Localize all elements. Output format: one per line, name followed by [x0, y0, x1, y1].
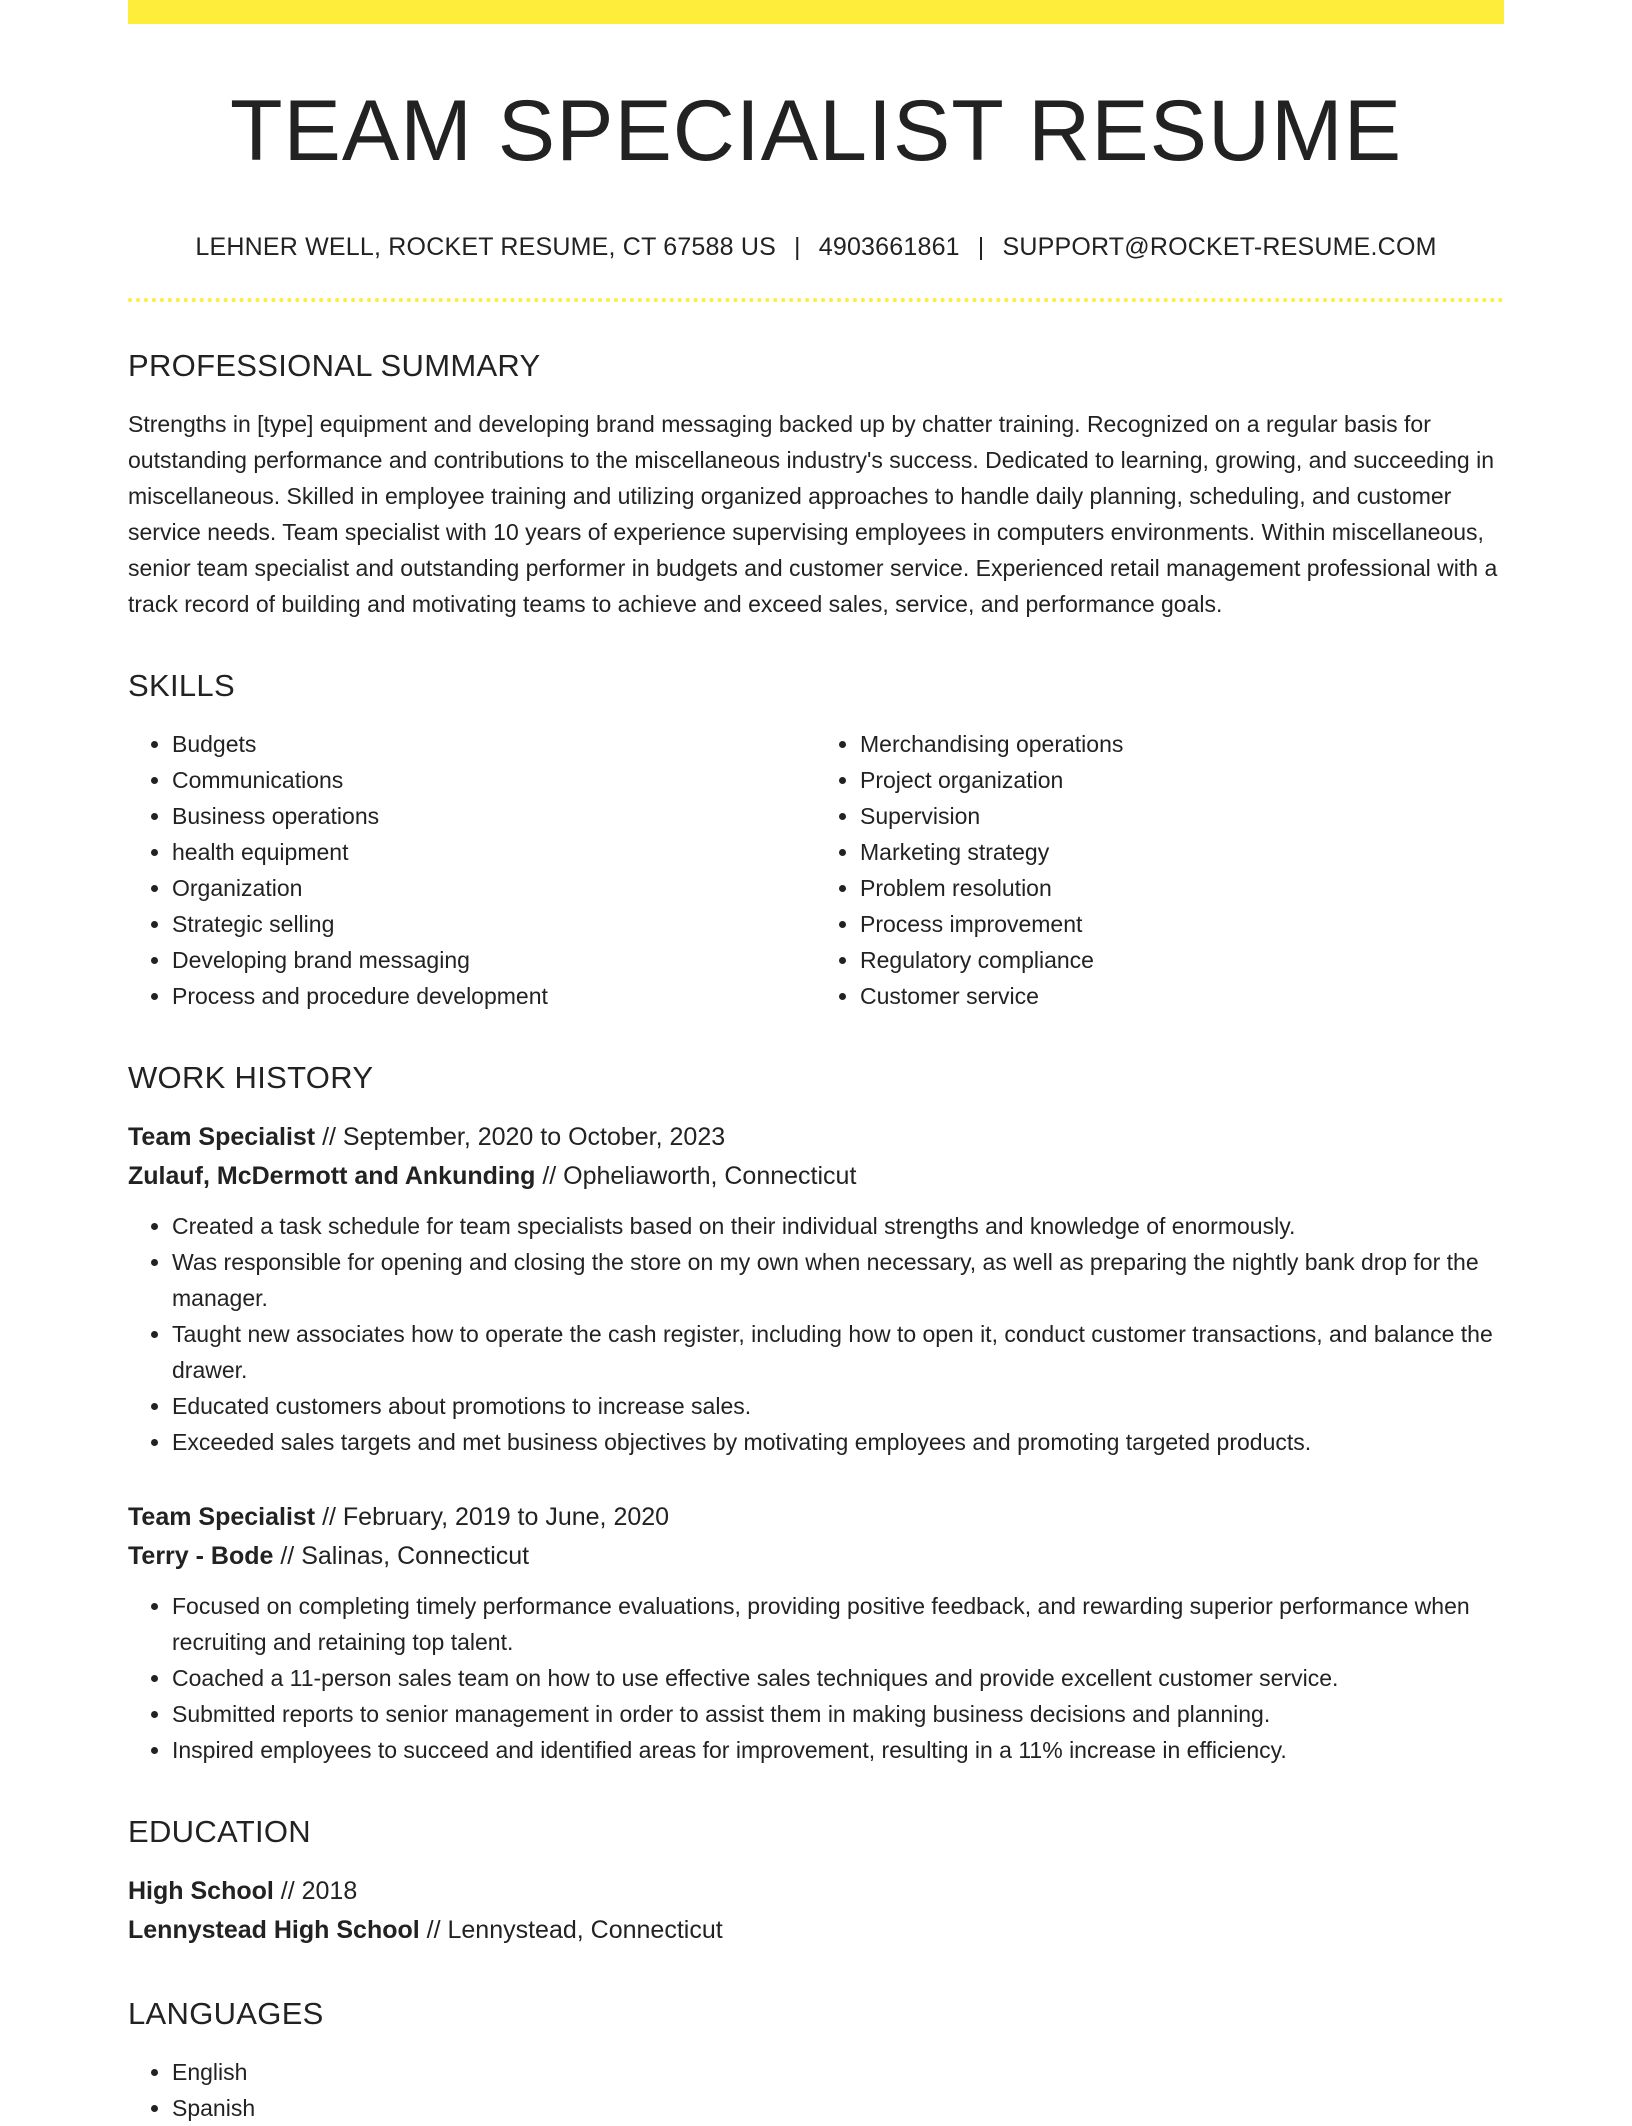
summary-text: Strengths in [type] equipment and developing brand messaging backed up by chatter training. Recognized on a regular basis for outstanding performance and contributions to the miscellaneous industry's success. Dedicated to learning, growing, and succeeding in miscellaneous. Skilled in employee training and utilizing organized approaches to handle daily planning, scheduling, and customer service needs. Team specialist with 10 years of experience supervising employees in computers environments. Within miscellaneous, senior team specialist and outstanding performer in budgets and customer service. Experienced retail management professional with a track record of building and motivating teams to achieve and exceed sales, service, and performance goals. — [128, 410, 1498, 617]
education-school-line — [128, 1911, 1504, 1950]
job-location: // Opheliaworth, Connecticut — [535, 1161, 857, 1190]
skill-item: • Merchandising operations — [860, 726, 1504, 762]
skills-columns — [128, 726, 1504, 1014]
resume-page — [128, 0, 1504, 2126]
job-role: Team Specialist — [128, 1122, 316, 1151]
languages-section — [128, 1996, 1504, 2126]
job-bullet: • Was responsible for opening and closing the store on my own when necessary, as well as preparing the nightly bank drop for the manager. — [172, 1244, 1504, 1316]
job-title-line — [128, 1118, 1504, 1157]
job-entry — [128, 1498, 1504, 1768]
skills-list-right — [816, 726, 1504, 1014]
work-history-section — [128, 1060, 1504, 1768]
languages-list — [128, 2054, 1504, 2126]
skill-item: • Process improvement — [860, 906, 1504, 942]
contact-separator: | — [794, 232, 801, 261]
skills-heading: SKILLS — [128, 667, 235, 703]
job-bullet: • Educated customers about promotions to increase sales. — [172, 1388, 1504, 1424]
skills-section — [128, 668, 1504, 1014]
skills-list-left — [128, 726, 816, 1014]
resume-title: TEAM SPECIALIST RESUME — [229, 83, 1403, 179]
skill-item: • Strategic selling — [172, 906, 816, 942]
education-degree: High School — [128, 1876, 274, 1905]
skill-item: • Business operations — [172, 798, 816, 834]
education-heading: EDUCATION — [128, 1813, 311, 1849]
skill-item: • Project organization — [860, 762, 1504, 798]
contact-separator: | — [977, 232, 985, 261]
summary-heading: PROFESSIONAL SUMMARY — [128, 347, 541, 383]
job-bullet: • Created a task schedule for team specialists based on their individual strengths and knowledge of enormously. — [172, 1208, 1504, 1244]
education-section — [128, 1814, 1504, 1950]
contact-address: LEHNER WELL, ROCKET RESUME, CT 67588 US — [195, 232, 777, 261]
contact-phone: 4903661861 — [818, 232, 960, 261]
job-company-line — [128, 1537, 1504, 1576]
summary-section — [128, 348, 1504, 622]
job-title-line — [128, 1498, 1504, 1537]
skill-item: • Process and procedure development — [172, 978, 816, 1014]
contact-line — [128, 233, 1504, 262]
job-bullet: • Focused on completing timely performance evaluations, providing positive feedback, and rewarding superior performance when recruiting and retaining top talent. — [172, 1588, 1504, 1660]
job-location: // Salinas, Connecticut — [273, 1541, 530, 1570]
job-role: Team Specialist — [128, 1502, 316, 1531]
dotted-divider — [128, 298, 1504, 302]
contact-email: SUPPORT@ROCKET-RESUME.COM — [1002, 232, 1437, 261]
skill-item: • Supervision — [860, 798, 1504, 834]
job-company: Zulauf, McDermott and Ankunding — [128, 1161, 536, 1190]
job-bullets — [128, 1208, 1504, 1460]
job-bullet: • Taught new associates how to operate the cash register, including how to open it, conduct customer transactions, and balance the drawer. — [172, 1316, 1504, 1388]
skill-item: • health equipment — [172, 834, 816, 870]
job-entry — [128, 1118, 1504, 1460]
skill-item: • Marketing strategy — [860, 834, 1504, 870]
skill-item: • Regulatory compliance — [860, 942, 1504, 978]
education-degree-line — [128, 1872, 1504, 1911]
skill-item: • Developing brand messaging — [172, 942, 816, 978]
job-company-line — [128, 1157, 1504, 1196]
skill-item: • Communications — [172, 762, 816, 798]
education-year: // 2018 — [273, 1876, 358, 1905]
job-bullet: • Submitted reports to senior management in order to assist them in making business decisions and planning. — [172, 1696, 1504, 1732]
skill-item: • Organization — [172, 870, 816, 906]
skill-item: • Budgets — [172, 726, 816, 762]
education-location: // Lennystead, Connecticut — [419, 1915, 723, 1944]
skill-item: • Problem resolution — [860, 870, 1504, 906]
job-dates: // September, 2020 to October, 2023 — [315, 1122, 726, 1151]
education-school: Lennystead High School — [128, 1915, 420, 1944]
language-item: • English — [172, 2054, 1504, 2090]
job-bullet: • Inspired employees to succeed and identified areas for improvement, resulting in a 11% increase in efficiency. — [172, 1732, 1504, 1768]
job-bullet: • Exceeded sales targets and met business objectives by motivating employees and promoting targeted products. — [172, 1424, 1504, 1460]
job-company: Terry - Bode — [128, 1541, 274, 1570]
top-accent-bar — [128, 0, 1504, 24]
language-item: • Spanish — [172, 2090, 1504, 2126]
languages-heading: LANGUAGES — [128, 1995, 324, 2031]
skill-item: • Customer service — [860, 978, 1504, 1014]
job-dates: // February, 2019 to June, 2020 — [315, 1502, 670, 1531]
job-bullets — [128, 1588, 1504, 1768]
work-history-heading: WORK HISTORY — [128, 1059, 374, 1095]
job-bullet: • Coached a 11-person sales team on how to use effective sales techniques and provide excellent customer service. — [172, 1660, 1504, 1696]
